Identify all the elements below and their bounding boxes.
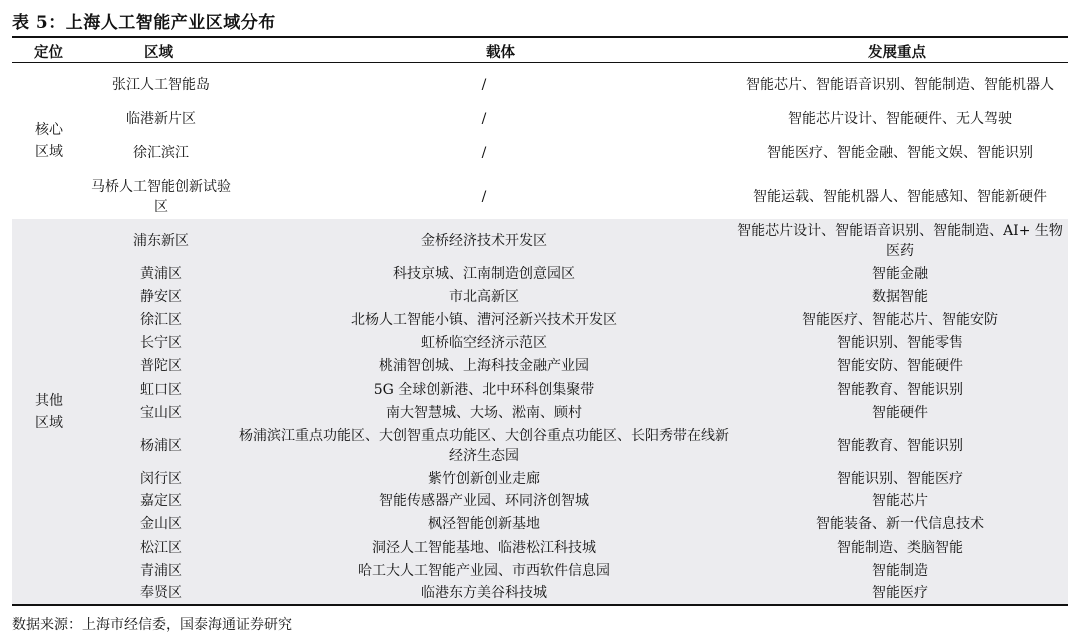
table-row (12, 131, 1068, 175)
region-table (12, 36, 1068, 606)
area-cell: 张江人工智能岛 (112, 77, 210, 93)
header-area: 区域 (144, 44, 173, 61)
focus-cell: 智能硬件 (872, 405, 928, 421)
focus-cell: 智能芯片 (872, 493, 928, 509)
area-cell: 闵行区 (140, 471, 182, 487)
focus-cell: 数据智能 (872, 289, 928, 305)
area-cell: 静安区 (140, 289, 182, 305)
focus-cell: 智能芯片设计、智能语音识别、智能制造、AI+ 生物医药 (737, 223, 1063, 259)
carrier-cell: 紫竹创新创业走廊 (428, 471, 540, 487)
table-row (12, 354, 1068, 378)
carrier-cell: 枫泾智能创新基地 (428, 516, 540, 532)
focus-cell: 智能医疗、智能金融、智能文娱、智能识别 (767, 145, 1033, 161)
area-cell: 嘉定区 (140, 493, 182, 509)
table-row (12, 536, 1068, 560)
carrier-cell: 桃浦智创城、上海科技金融产业园 (379, 358, 589, 374)
table-row (12, 63, 1068, 107)
table-row (12, 219, 1068, 263)
area-cell: 徐汇区 (140, 312, 182, 328)
focus-cell: 智能安防、智能硬件 (837, 358, 963, 374)
area-cell: 黄浦区 (140, 266, 182, 282)
carrier-cell: 虹桥临空经济示范区 (421, 334, 547, 351)
table-row (12, 402, 1068, 424)
carrier-cell: / (481, 145, 487, 161)
focus-cell: 智能装备、新一代信息技术 (816, 516, 984, 532)
focus-cell: 智能芯片、智能语音识别、智能制造、智能机器人 (746, 77, 1054, 93)
carrier-cell: 5G 全球创新港、北中环科创集聚带 (373, 382, 595, 398)
area-cell: 青浦区 (140, 563, 182, 579)
table-row (12, 107, 1068, 131)
table-row (12, 309, 1068, 331)
focus-cell: 智能教育、智能识别 (837, 438, 963, 454)
header-focus: 发展重点 (868, 44, 926, 61)
area-cell: 长宁区 (140, 334, 182, 351)
carrier-cell: 杨浦滨江重点功能区、大创智重点功能区、大创谷重点功能区、长阳秀带在线新经济生态园 (239, 428, 729, 464)
table-row (12, 378, 1068, 402)
table-row (12, 490, 1068, 512)
other-position-label: 其他区域 (35, 393, 63, 431)
area-cell: 松江区 (140, 540, 182, 556)
carrier-cell: / (481, 77, 487, 93)
carrier-cell: 北杨人工智能小镇、漕河泾新兴技术开发区 (351, 312, 617, 328)
area-cell: 马桥人工智能创新试验区 (91, 179, 231, 215)
table-row (12, 175, 1068, 219)
area-cell: 徐汇滨江 (133, 145, 189, 161)
area-cell: 虹口区 (140, 382, 182, 398)
focus-cell: 智能医疗 (872, 585, 928, 601)
core-position-label: 核心区域 (35, 122, 63, 160)
other-region-group (12, 219, 1068, 604)
source-note: 数据来源：上海市经信委，国泰海通证券研究 (12, 617, 292, 633)
area-cell: 普陀区 (140, 358, 182, 374)
area-cell: 金山区 (140, 516, 182, 532)
carrier-cell: 金桥经济技术开发区 (421, 233, 547, 249)
table-bottom-rule (12, 604, 1068, 606)
table-row (12, 560, 1068, 582)
header-position: 定位 (34, 44, 63, 61)
table-title: 表 5：上海人工智能产业区域分布 (12, 13, 276, 33)
carrier-cell: 南大智慧城、大场、淞南、顾村 (386, 405, 582, 421)
carrier-cell: / (481, 189, 487, 205)
focus-cell: 智能识别、智能零售 (837, 334, 963, 351)
carrier-cell: 临港东方美谷科技城 (421, 585, 547, 601)
carrier-cell: 洞泾人工智能基地、临港松江科技城 (372, 540, 596, 556)
focus-cell: 智能芯片设计、智能硬件、无人驾驶 (788, 111, 1012, 127)
focus-cell: 智能教育、智能识别 (837, 382, 963, 398)
area-cell: 浦东新区 (133, 233, 189, 249)
focus-cell: 智能运载、智能机器人、智能感知、智能新硬件 (753, 189, 1047, 205)
carrier-cell: 科技京城、江南制造创意园区 (393, 266, 575, 282)
focus-cell: 智能制造 (872, 563, 928, 579)
table-row (12, 285, 1068, 309)
carrier-cell: 哈工大人工智能产业园、市西软件信息园 (358, 563, 610, 579)
table-header (12, 38, 1068, 62)
focus-cell: 智能医疗、智能芯片、智能安防 (802, 312, 998, 328)
area-cell: 宝山区 (140, 405, 182, 421)
area-cell: 杨浦区 (140, 438, 182, 454)
focus-cell: 智能制造、类脑智能 (837, 540, 963, 556)
table-row (12, 331, 1068, 354)
carrier-cell: / (481, 111, 487, 127)
focus-cell: 智能识别、智能医疗 (837, 471, 963, 487)
table-row (12, 424, 1068, 468)
area-cell: 临港新片区 (126, 111, 196, 127)
table-row (12, 512, 1068, 536)
focus-cell: 智能金融 (872, 266, 928, 282)
table-row (12, 263, 1068, 285)
core-region-group (12, 63, 1068, 219)
table-row (12, 468, 1068, 490)
area-cell: 奉贤区 (140, 585, 182, 601)
carrier-cell: 智能传感器产业园、环同济创智城 (379, 493, 589, 509)
header-carrier: 载体 (486, 44, 515, 61)
carrier-cell: 市北高新区 (449, 289, 519, 305)
table-row (12, 582, 1068, 604)
